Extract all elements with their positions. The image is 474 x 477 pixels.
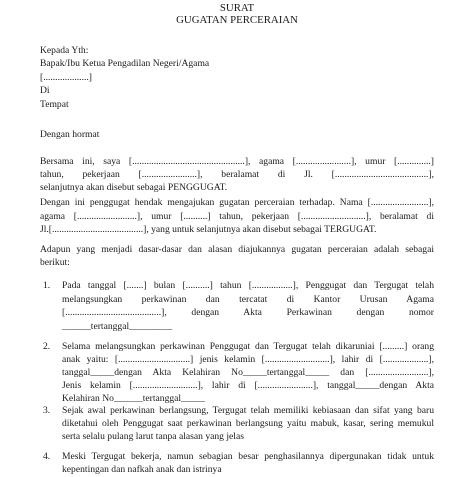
- document-title: SURAT: [219, 2, 255, 14]
- list-item-line: melangsungkan perkawinan dan tercatat di Kantor Urusan Agama: [62, 294, 434, 305]
- list-item-line: kepentingan dan nafkah anak dan istrinya: [62, 464, 222, 475]
- list-item-line: Jenis kelamin [...........................], lahir di [.......................], tanggal_____dengan Akta: [62, 380, 434, 391]
- paragraph-line: Bersama ini, saya [...............................................], agama [.......................], umur [..............]: [40, 156, 434, 167]
- list-item-line: tanggal_____dengan Akta Kelahiran No_____tertanggal_____ dan [.........................],: [62, 367, 434, 378]
- list-item-line: Meski Tergugat bekerja, namun sebagian besar penghasilannya dipergunakan tidak untuk: [62, 451, 434, 462]
- document-subtitle: GUGATAN PERCERAIAN: [176, 14, 298, 26]
- paragraph-line: selanjutnya akan disebut sebagai PENGGUGAT.: [40, 182, 228, 193]
- paragraph-line: berikut:: [40, 257, 70, 268]
- list-number: 2.: [43, 341, 51, 352]
- address-line: Tempat: [40, 99, 69, 110]
- list-number: 4.: [43, 451, 51, 462]
- list-item-line: anak yaitu: [..............................] jenis kelamin [...........................], lahir di [...................],: [62, 354, 434, 365]
- list-item-line: Sejak awal perkawinan berlangsung, Tergugat telah memiliki kebiasaan dan sifat yang baru: [62, 405, 434, 416]
- paragraph-line: Adapun yang menjadi dasar-dasar dan alasan diajukannya gugatan perceraian adalah sebagai: [40, 244, 434, 255]
- paragraph-line: tahun, pekerjaan [.......................], beralamat di Jl. [.......................................],: [40, 169, 434, 180]
- list-number: 1.: [43, 280, 51, 291]
- paragraph-line: Jl.[......................................], yang untuk selanjutnya akan disebut sebagai TERGUGAT.: [40, 224, 377, 235]
- paragraph-line: Dengan ini penggugat hendak mengajukan gugatan perceraian terhadap. Nama [........................],: [40, 197, 434, 208]
- list-item-line: Pada tanggal [.......] bulan [..........] tahun [.................], Penggugat dan Tergugat telah: [62, 280, 434, 291]
- list-number: 3.: [43, 405, 51, 416]
- list-item-line: Kelahiran No______tertanggal_____: [62, 393, 206, 404]
- list-item-line: Selama melangsungkan perkawinan Penggugat dan Tergugat telah dikaruniai [.........] orang: [62, 341, 434, 352]
- list-item-line: serta selalu pulang larut tanpa alasan yang jelas: [62, 431, 244, 442]
- address-line: Di: [40, 85, 50, 96]
- list-item-line: [........................................], dengan Akta Perkawinan dengan nomor: [62, 307, 434, 318]
- list-item-line: diketahui oleh Penggugat saat perkawinan berlangsung yaitu mabuk, kasar, sering memukul: [62, 418, 434, 429]
- address-line: Bapak/Ibu Ketua Pengadilan Negeri/Agama: [40, 58, 210, 69]
- address-line: Kepada Yth:: [40, 45, 89, 56]
- greeting: Dengan hormat: [40, 129, 100, 140]
- list-item-line: ______tertanggal_________: [62, 321, 173, 332]
- paragraph-line: agama [.........................], umur [..........] tahun, pekerjaan [...........................], beralamat di: [40, 211, 434, 222]
- address-line: [...................]: [40, 72, 92, 83]
